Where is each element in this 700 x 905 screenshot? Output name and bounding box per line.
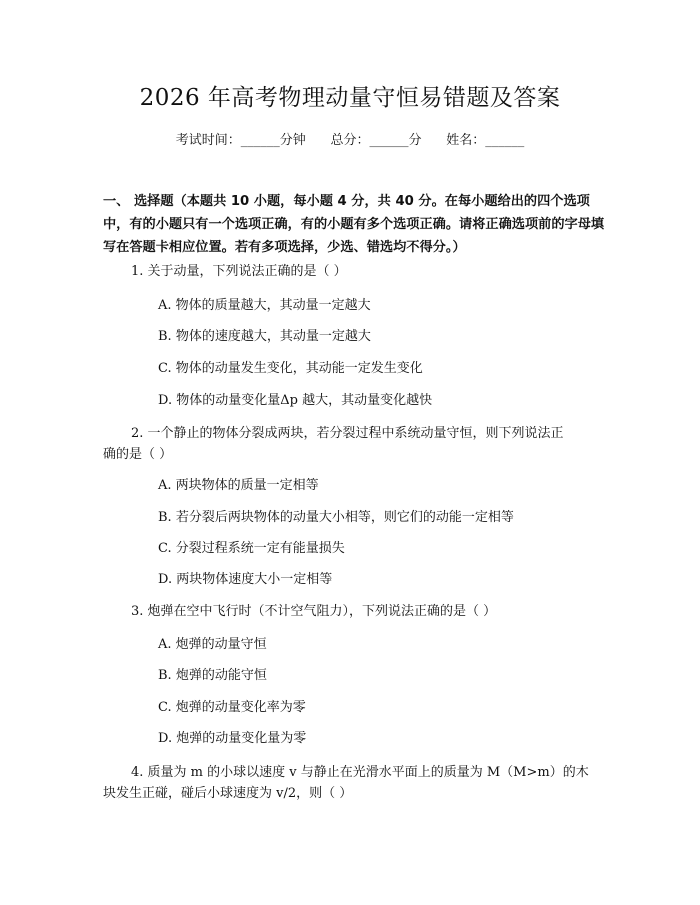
exam-meta-line: 考试时间：______分钟 总分：______分 姓名：______ xyxy=(175,133,525,148)
question-3-stem: 3. 炮弹在空中飞行时（不计空气阻力），下列说法正确的是（ ） xyxy=(131,604,497,619)
question-1-stem: 1. 关于动量，下列说法正确的是（ ） xyxy=(131,264,347,279)
question-2-option-a: A. 两块物体的质量一定相等 xyxy=(158,478,319,493)
question-1-option-b: B. 物体的速度越大，其动量一定越大 xyxy=(158,329,371,344)
question-1-option-c: C. 物体的动量发生变化，其动能一定发生变化 xyxy=(158,361,423,376)
question-4-stem-cont: 块发生正碰，碰后小球速度为 v/2，则（ ） xyxy=(103,786,353,801)
question-2-stem: 2. 一个静止的物体分裂成两块，若分裂过程中系统动量守恒，则下列说法正 xyxy=(131,426,564,441)
question-2-option-d: D. 两块物体速度大小一定相等 xyxy=(158,572,333,587)
question-3-option-d: D. 炮弹的动量变化量为零 xyxy=(158,731,307,746)
page-title: 2026 年高考物理动量守恒易错题及答案 xyxy=(139,85,561,111)
question-2-stem-cont: 确的是（ ） xyxy=(103,447,173,462)
question-2-option-b: B. 若分裂后两块物体的动量大小相等，则它们的动能一定相等 xyxy=(158,510,514,525)
question-3-option-b: B. 炮弹的动能守恒 xyxy=(158,668,267,683)
question-3-option-c: C. 炮弹的动量变化率为零 xyxy=(158,700,306,715)
question-1-option-d: D. 物体的动量变化量Δp 越大，其动量变化越快 xyxy=(158,393,433,408)
question-1-option-a: A. 物体的质量越大，其动量一定越大 xyxy=(158,298,371,313)
section-heading: 一、 选择题（本题共 10 小题，每小题 4 分，共 40 分。在每小题给出的四个选项中，有的小题只有一个选项正确，有的小题有多个选项正确。请将正确选项前的字母填写在答题卡相应位置。若有多项选择，少选、错选均不得分。） xyxy=(103,194,605,255)
question-2-option-c: C. 分裂过程系统一定有能量损失 xyxy=(158,541,345,556)
question-4-stem: 4. 质量为 m 的小球以速度 v 与静止在光滑水平面上的质量为 M（M>m）的木 xyxy=(131,765,589,780)
question-3-option-a: A. 炮弹的动量守恒 xyxy=(158,637,267,652)
